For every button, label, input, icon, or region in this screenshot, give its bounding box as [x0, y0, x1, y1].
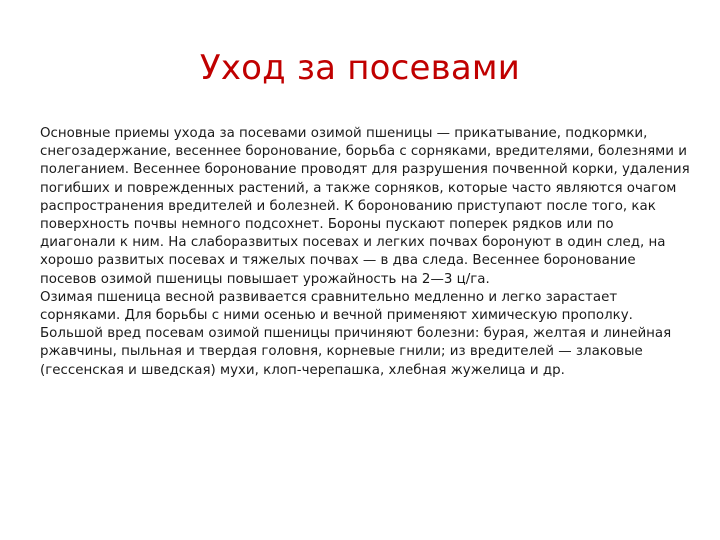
slide-body — [40, 125, 690, 380]
paragraph-2: Озимая пшеница весной развивается сравнительно медленно и легко зарастает сорняками. Для борьбы с ними осенью и вечной применяют химическую прополку. Большой вред посевам озимой пшеницы причиняют болезни: бурая, желтая и линейная ржавчины, пыльная и твердая головня, корневые гнили; из вредителей — злаковые (гессенская и шведская) мухи, клоп-черепашка, хлебная жужелица и др. — [40, 289, 672, 378]
paragraph-1: Основные приемы ухода за посевами озимой пшеницы — прикатывание, подкормки, снегозадержание, весеннее боронование, борьба с сорняками, вредителями, болезнями и полеганием. Весеннее боронование проводят для разрушения почвенной корки, удаления погибших и поврежденных растений, а также сорняков, которые часто являются очагом распространения вредителей и болезней. К боронованию приступают после того, как поверхность почвы немного подсохнет. Бороны пускают поперек рядков или по диагонали к ним. На слаборазвитых посевах и легких почвах боронуют в один след, на хорошо развитых посевах и тяжелых почвах — в два следа. Весеннее боронование посевов озимой пшеницы повышает урожайность на 2—3 ц/га. — [40, 126, 690, 287]
slide-title: Уход за посевами — [199, 48, 521, 88]
